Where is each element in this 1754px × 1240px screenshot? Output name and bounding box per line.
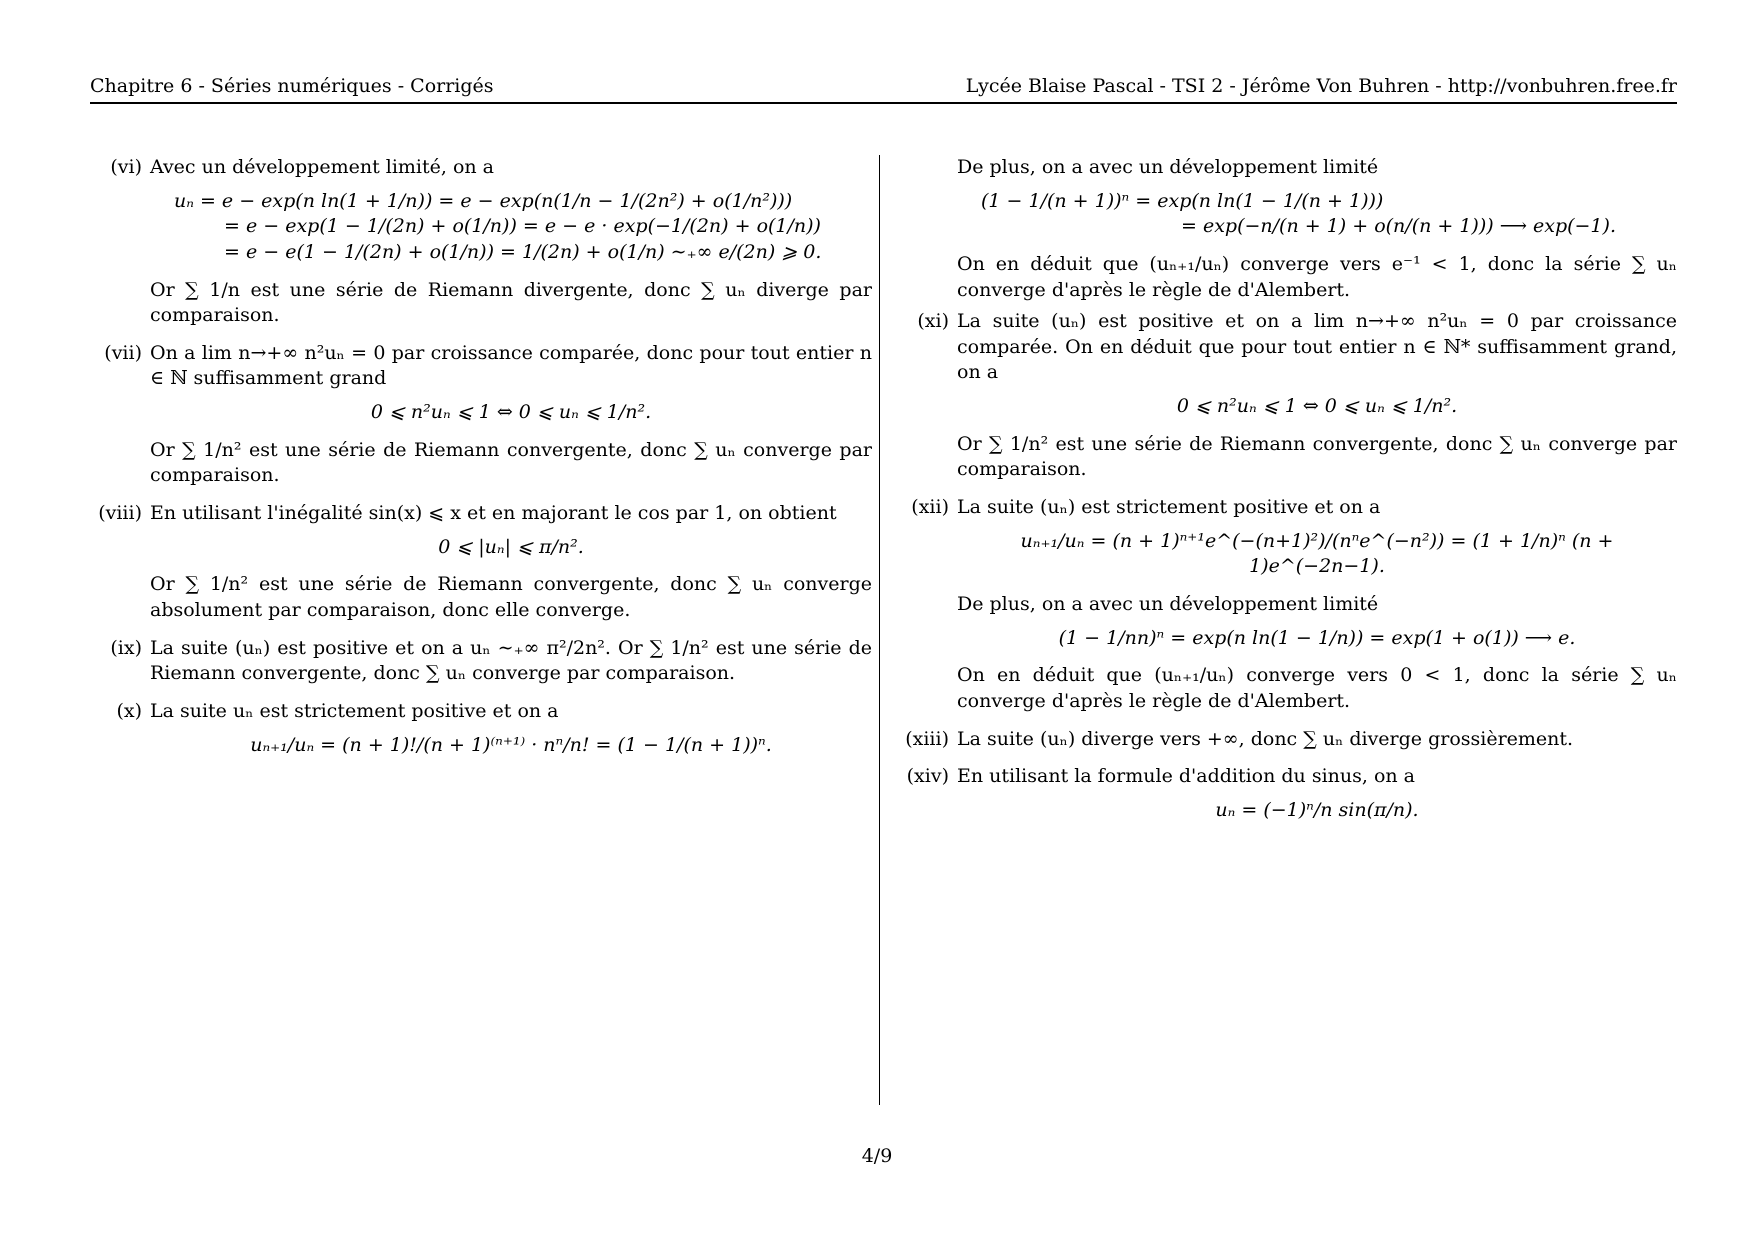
exercise-xii — [887, 495, 1677, 720]
vi-eq-line-3: = e − e(1 − 1/(2n) + o(1/n)) = 1/(2n) + o(1/n) ∼₊∞ e/(2n) ⩾ 0. — [224, 240, 822, 263]
vii-conclusion: Or ∑ 1/n² est une série de Riemann convergente, donc ∑ uₙ converge par comparaison. — [150, 438, 872, 487]
exercise-ix — [80, 636, 872, 693]
item-label-vii: (vii) — [104, 341, 142, 364]
exercise-xi — [887, 309, 1677, 489]
vi-eq-line-1: uₙ = e − exp(n ln(1 + 1/n)) = e − exp(n(1/n − 1/(2n²) + o(1/n²))) — [174, 189, 793, 212]
xii-equation-2: (1 − 1/nn)ⁿ = exp(n ln(1 − 1/n)) = exp(1 + o(1)) ⟶ e. — [1058, 626, 1576, 649]
item-label-xi: (xi) — [917, 310, 949, 333]
x-intro: La suite uₙ est strictement positive et on a — [150, 699, 559, 722]
vii-intro: On a lim n→+∞ n²uₙ = 0 par croissance comparée, donc pour tout entier n ∈ ℕ suffisamment grand — [150, 341, 872, 390]
xii-conclusion: On en déduit que (uₙ₊₁/uₙ) converge vers 0 < 1, donc la série ∑ uₙ converge d'après le règle de d'Alembert. — [957, 664, 1677, 712]
header-chapter: Chapitre 6 - Séries numériques - Corrigés — [90, 75, 494, 97]
x-cont-conclusion: On en déduit que (uₙ₊₁/uₙ) converge vers e⁻¹ < 1, donc la série ∑ uₙ converge d'après le règle de d'Alembert. — [957, 252, 1677, 301]
xiv-equation: uₙ = (−1)ⁿ/n sin(π/n). — [1215, 798, 1419, 821]
right-column — [887, 155, 1677, 1105]
viii-intro: En utilisant l'inégalité sin(x) ⩽ x et en majorant le cos par 1, on obtient — [150, 502, 837, 525]
exercise-xiv — [887, 764, 1677, 835]
exercise-x-continued — [957, 155, 1677, 303]
viii-conclusion: Or ∑ 1/n² est une série de Riemann convergente, donc ∑ uₙ converge absolument par comparaison, donc elle converge. — [150, 573, 872, 621]
item-label-xii: (xii) — [911, 496, 949, 519]
exercise-x — [80, 699, 872, 770]
x-cont-eq-line-1: (1 − 1/(n + 1))ⁿ = exp(n ln(1 − 1/(n + 1))) — [981, 189, 1384, 212]
vi-eq-line-2: = e − exp(1 − 1/(2n) + o(1/n)) = e − e · exp(−1/(2n) + o(1/n)) — [224, 215, 821, 238]
x-cont-equation — [957, 189, 1677, 240]
viii-equation: 0 ⩽ |uₙ| ⩽ π/n². — [438, 535, 584, 558]
vi-equation — [150, 189, 872, 266]
header-source: Lycée Blaise Pascal - TSI 2 - Jérôme Von Buhren - http://vonbuhren.free.fr — [965, 75, 1677, 97]
page-number: 4/9 — [861, 1145, 893, 1167]
xi-equation: 0 ⩽ n²uₙ ⩽ 1 ⇔ 0 ⩽ uₙ ⩽ 1/n². — [1176, 395, 1458, 418]
vii-equation: 0 ⩽ n²uₙ ⩽ 1 ⇔ 0 ⩽ uₙ ⩽ 1/n². — [370, 401, 652, 424]
xiii-text: La suite (uₙ) diverge vers +∞, donc ∑ uₙ diverge grossièrement. — [957, 727, 1574, 750]
exercise-xiii — [887, 727, 1677, 759]
item-label-vi: (vi) — [110, 156, 142, 178]
vi-conclusion: Or ∑ 1/n est une série de Riemann divergente, donc ∑ uₙ diverge par comparaison. — [150, 278, 872, 327]
exercise-vi — [80, 155, 872, 335]
vi-intro: Avec un développement limité, on a — [150, 156, 495, 178]
item-label-x: (x) — [116, 699, 142, 722]
page-header — [90, 72, 1677, 104]
item-label-xiv: (xiv) — [906, 765, 949, 788]
exercise-viii — [80, 501, 872, 630]
exercise-vii — [80, 341, 872, 495]
xii-equation-1: uₙ₊₁/uₙ = (n + 1)ⁿ⁺¹e^(−(n+1)²)/(nⁿe^(−n²)) = (1 + 1/n)ⁿ (n + 1)e^(−2n−1). — [1020, 529, 1614, 578]
x-cont-eq-line-2: = exp(−n/(n + 1) + o(n/(n + 1))) ⟶ exp(−1). — [1181, 215, 1616, 238]
item-label-viii: (viii) — [98, 502, 142, 525]
left-column — [80, 155, 872, 1105]
x-equation: uₙ₊₁/uₙ = (n + 1)!/(n + 1)⁽ⁿ⁺¹⁾ · nⁿ/n! = (1 − 1/(n + 1))ⁿ. — [250, 733, 772, 756]
xii-intro-2: De plus, on a avec un développement limité — [957, 592, 1379, 615]
x-cont-intro: De plus, on a avec un développement limité — [957, 156, 1379, 178]
xiv-intro: En utilisant la formule d'addition du sinus, on a — [957, 765, 1416, 788]
item-label-ix: (ix) — [110, 636, 142, 659]
column-separator — [879, 155, 880, 1105]
xii-intro: La suite (uₙ) est strictement positive et on a — [957, 496, 1381, 519]
ix-text: La suite (uₙ) est positive et on a uₙ ∼₊∞ π²/2n². Or ∑ 1/n² est une série de Riemann convergente, donc ∑ uₙ converge par comparaison. — [150, 636, 872, 685]
item-label-xiii: (xiii) — [905, 727, 949, 750]
xi-intro: La suite (uₙ) est positive et on a lim n→+∞ n²uₙ = 0 par croissance comparée. On en déduit que pour tout entier n ∈ ℕ* suffisamment grand, on a — [957, 310, 1677, 384]
xi-conclusion: Or ∑ 1/n² est une série de Riemann convergente, donc ∑ uₙ converge par comparaison. — [957, 432, 1677, 481]
